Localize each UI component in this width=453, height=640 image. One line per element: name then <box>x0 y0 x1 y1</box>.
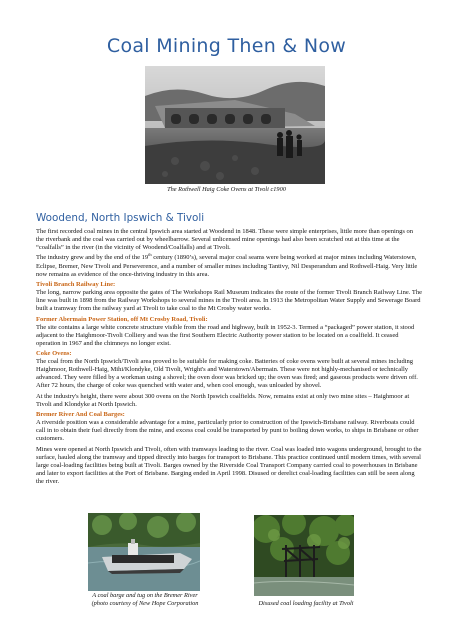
paragraph-branch-railway: The long, narrow parking area opposite the gates of The Workshops Rail Museum indicates the route of the former Tivoli Branch Railway Line. The line was built in 1898 from the Railway Workshops to several mines in the Tivoli area. In 1913 the Metropolitan Water Supply and Sewerage Board built a tramway from the railway yard at Tivoli to take coal to the Mt Crosby water works. <box>36 289 422 313</box>
page-title: Coal Mining Then & Now <box>106 35 347 57</box>
section-heading: Woodend, North Ipswich & Tivoli <box>36 212 205 224</box>
article-body <box>36 228 422 488</box>
coal-barge-photo <box>88 513 200 591</box>
paragraph-intro: The first recorded coal mines in the central Ipswich area started at Woodend in 1848. These were simple enterprises, little more than openings on the riverbank and the coal was carried out by wheelbarrow. Several unlicensed mine openings had also been scratched out at this time at the “coalfalls” in the river (in the vicinity of Woodend/Coalfalls) and at Tivoli. <box>36 228 414 252</box>
paragraph-coke-ovens: The coal from the North Ipswich/Tivoli area proved to be suitable for making coke. Batteries of coke ovens were built at several mines including Haighmoor, Rothwell-Haig, Mihi/Klondyke, Old Tivoli, Wright's and Waterstown/Abermain. These were not highly-mechanised or technically advanced. They were filled by a workman using a shovel; the oven door was bricked up; the oven was fired; and gaseous products were driven off. After 72 hours, the charge of coke was quenched with water and, when cool enough, was unloaded by shovel. <box>36 358 418 390</box>
subheading-power-station: Former Abermain Power Station, off Mt Crosby Road, Tivoli: <box>36 315 208 323</box>
barge-caption <box>70 592 220 608</box>
subheading-branch-railway: Tivoli Branch Railway Line: <box>36 280 116 288</box>
coke-ovens-photo <box>145 66 325 184</box>
subheading-barges: Bremer River And Coal Barges: <box>36 411 125 419</box>
facility-caption: Disused coal loading facility at Tivoli <box>258 600 354 607</box>
barge-caption-line1: A coal barge and tug on the Bremer River <box>92 592 198 599</box>
paragraph-riverside: A riverside position was a considerable advantage for a mine, particularly prior to construction of the Ipswich-Brisbane railway. Riverboats could call in to obtain their fuel directly from the mine, and excess coal could be transported by punt to boiling down works, to ships in Brisbane or other customers. <box>36 419 419 443</box>
paragraph-barging: Mines were opened at North Ipswich and Tivoli, often with tramways leading to the river. Coal was loaded into wagons underground, brought to the surface, hauled along the tramway and tipped directly into barges for transport to Brisbane. This practice continued until modern times, with several large coal-loading facilities being built at Tivoli. Barges owned by the Riverside Coal Transport Company carried coal to powerhouses in Brisbane and later to export facilities at the Port of Brisbane. Barging ended in April 1998. Disused or derelict coal-loading facilities can still be seen along the river. <box>36 445 422 486</box>
paragraph-industry-a: The industry grew and by the end of the 19 <box>36 254 149 262</box>
hero-caption: The Rothwell Haig Coke Ovens at Tivoli c1900 <box>167 186 286 193</box>
paragraph-industry <box>36 254 422 278</box>
subheading-coke-ovens: Coke Ovens: <box>36 350 72 358</box>
paragraph-industry-b: century (1890’s), several major coal seams were being worked at major mines including Waterstown, Eclipse, Bremer, New Tivoli and Perseverence, and a number of smaller mines including Tantivy, Nil Desperandum and Rothwell-Haig. Very little now remains as evidence of the once-thriving industry in this area. <box>36 254 418 278</box>
paragraph-ovens-count: At the industry's height, there were about 300 ovens on the North Ipswich coalfields. Now, remains exist at only two mine sites – Haighmoor at Tivoli and Klondyke at North Ipswich. <box>36 392 410 408</box>
barge-caption-line2: (photo courtesy of New Hope Corporation <box>91 600 199 607</box>
paragraph-power-station: The site contains a large white concrete structure visible from the road and highway, built in 1952-3. Termed a “packaged” power station, it stood adjacent to the Haighmoor-Tivoli Colliery and was the first Southern Electric Authority power station to be located on a coalfield. It ceased operation in 1967 and the chimneys no longer exist. <box>36 323 415 347</box>
ordinal-suffix: th <box>148 252 152 258</box>
coal-loading-facility-photo <box>254 515 354 596</box>
